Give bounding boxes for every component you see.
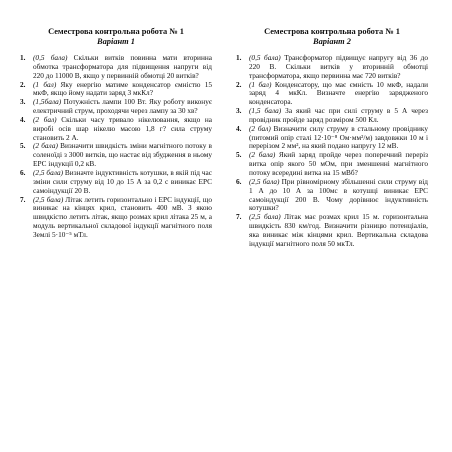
task-text: За який час при силі струму в 5 А через провідник пройде заряд розміром 500 Кл. [249, 106, 428, 124]
task-text: Визначити силу струму в стальному провіднику (питомий опір сталі 12·10⁻⁸ Ом·мм²/м) завдовжки 10 м і перерізом 2 мм², на який подано напругу 12 мВ. [249, 123, 428, 151]
variant-2-task [236, 151, 428, 178]
variant-1-column [20, 27, 212, 240]
task-points: (2,5 бала) [249, 212, 281, 222]
task-points: (2,5 бала) [33, 194, 64, 204]
variant-2-task [236, 125, 428, 152]
task-number: 6. [20, 167, 26, 177]
task-text: Потужність лампи 100 Вт. Яку роботу виконує електричний струм, проходячи через лампу за 30 хв? [33, 97, 212, 116]
task-number: 4. [236, 123, 242, 133]
task-points: (1,5бала) [33, 97, 62, 107]
task-number: 6. [236, 176, 242, 186]
task-number: 1. [20, 53, 26, 62]
variant-1-task-list [20, 54, 212, 240]
task-text: Літак летить горизонтально і ЕРС індукції, що виникає на кінцях крил, становить 400 мВ. З якою швидкістю летить літак, якщо розмах крил літака 25 м, а модуль вертикальної складової індукції магнітного поля Землі 5·10⁻⁵ мТл. [33, 194, 212, 239]
task-text: Яку енергію матиме конденсатор ємністю 15 мкФ, якщо йому надати заряд 3 мкКл? [33, 79, 212, 98]
task-number: 1. [236, 53, 242, 62]
variant-1-subtitle: Варіант 1 [97, 37, 135, 46]
variant-2-column [236, 27, 428, 249]
task-text: Скільки часу тривало нікелювання, якщо на виробі осів шар нікелю масою 1,8 г? сила струму становить 2 А. [33, 114, 212, 142]
task-number: 5. [20, 141, 26, 151]
task-points: (1,5 бала) [249, 106, 282, 116]
task-points: (2 бал) [33, 114, 57, 124]
variant-2-task [236, 54, 428, 81]
variant-2-title: Семестрова контрольна робота № 1 [264, 27, 400, 36]
variant-2-subtitle: Варіант 2 [313, 37, 351, 46]
task-number: 5. [236, 150, 242, 160]
task-text: Визначте індуктивність котушки, в якій під час зміни сили струму від 10 до 15 А за 0,2 с виникає ЕРС самоіндукції 20 В. [33, 167, 213, 195]
task-number: 7. [236, 212, 242, 222]
variant-1-task [20, 196, 212, 240]
task-points: (0,5 бала) [249, 53, 281, 62]
variant-1-task [20, 116, 212, 143]
task-number: 3. [236, 106, 242, 116]
variant-2-task [236, 178, 428, 213]
task-points: (2,5 бала) [33, 167, 64, 177]
variant-1-task [20, 54, 212, 81]
task-text: Скільки витків повинна мати вторинна обмотка трансформатора для підвищення напруги від 220 до 11000 В, якщо у первинній обмотці 20 витків? [33, 53, 212, 80]
task-number: 4. [20, 114, 26, 124]
variant-2-task [236, 213, 428, 248]
task-points: (1 бал) [249, 79, 272, 89]
task-number: 3. [20, 97, 26, 107]
task-points: (2 бала) [33, 141, 58, 151]
task-text: Конденсатору, що має ємність 10 мкФ, надали заряд 4 мкКл. Визначте енергію зарядженого конденсатора. [249, 79, 428, 107]
task-number: 2. [236, 79, 242, 89]
variant-2-task [236, 81, 428, 108]
variant-2-task [236, 107, 428, 125]
task-text: При рівномірному збільшенні сили струму від 1 А до 10 А за 100мс в котушці виникає ЕРС самоіндукції 200 В. Чому дорівнює індуктивність котушки? [249, 176, 428, 213]
task-points: (2,5 бала) [249, 176, 280, 186]
task-text: Визначити швидкість зміни магнітного потоку в соленоїді з 3000 витків, що настає від збудження в ньому ЕРС індукції 0,2 кВ. [33, 141, 213, 169]
task-points: (2 бала) [249, 150, 276, 160]
task-text: Трансформатор підвищує напругу від 36 до 220 В. Скільки витків у вторинній обмотці трансформатора, якщо первинна має 720 витків? [249, 53, 429, 80]
variant-2-task-list [236, 54, 428, 249]
variant-1-task [20, 98, 212, 116]
variant-1-task [20, 81, 212, 99]
variant-1-title: Семестрова контрольна робота № 1 [48, 27, 184, 36]
task-points: (1 бал) [33, 79, 57, 89]
variant-1-task [20, 142, 212, 169]
task-number: 7. [20, 194, 26, 204]
task-number: 2. [20, 79, 26, 89]
task-points: (0,5 бала) [33, 53, 68, 62]
task-text: Який заряд пройде через поперечний переріз витка опір якого 50 мОм, при зменшенні магнітного потоку всередині витка на 15 мВб? [249, 150, 428, 177]
task-points: (2 бал) [249, 123, 271, 133]
variant-1-task [20, 169, 212, 196]
task-text: Літак має розмах крил 15 м. горизонтальна швидкість 830 км/год. Визначити різницю потенціалів, яка виникає між кінцями крил. Вертикальна складова індукції магнітного поля 50 мкТл. [249, 212, 428, 248]
